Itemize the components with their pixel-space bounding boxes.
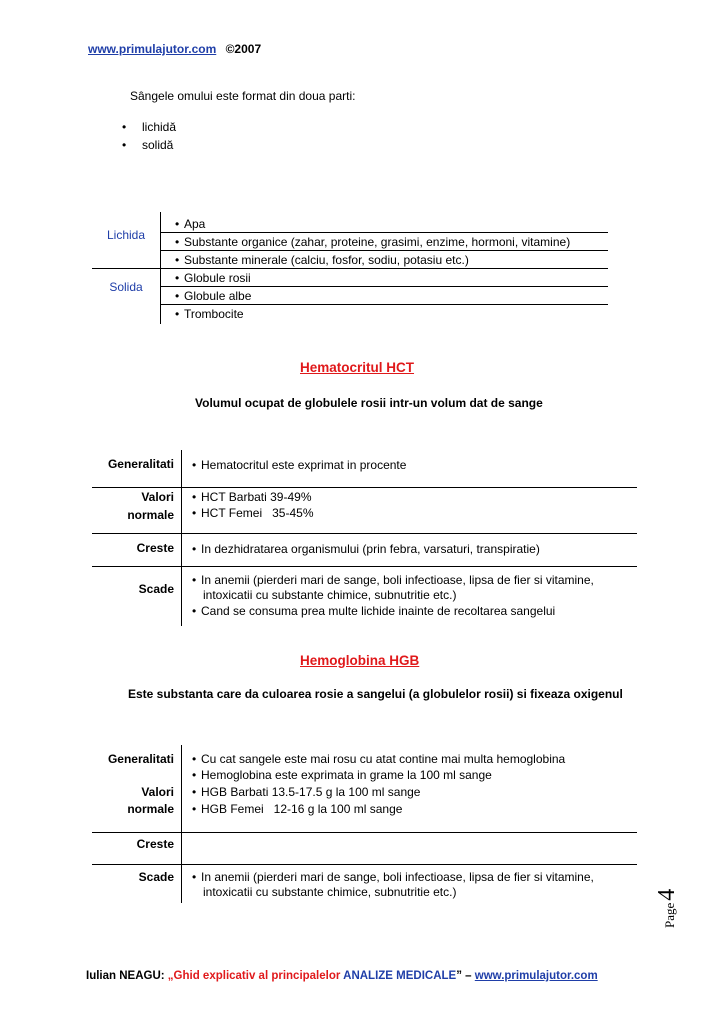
- composition-item: • Globule albe: [175, 289, 251, 304]
- hct-title: Hematocritul HCT: [300, 360, 415, 375]
- composition-item: • Substante organice (zahar, proteine, grasimi, enzime, hormoni, vitamine): [175, 235, 570, 250]
- page-number: [654, 888, 714, 928]
- composition-item: • Apa: [175, 217, 205, 232]
- intro-list-item: • lichidă: [122, 120, 177, 134]
- hgb-valori-label: Valori: [141, 785, 174, 799]
- hct-item: • HCT Barbati 39-49%: [192, 490, 312, 505]
- hct-generalitati-label: Generalitati: [107, 457, 174, 471]
- hct-item: • Hematocritul este exprimat in procente: [192, 458, 406, 473]
- footer-analyses: ANALIZE MEDICALE: [343, 970, 457, 982]
- hct-creste-label: Creste: [136, 541, 174, 555]
- page-header: [88, 42, 261, 57]
- hgb-item: • Hemoglobina este exprimata in grame la 100 ml sange: [192, 768, 492, 783]
- header-site-link[interactable]: www.primulajutor.com: [88, 42, 217, 56]
- hct-subtitle: Volumul ocupat de globulele rosii intr-un volum dat de sange: [195, 396, 543, 410]
- bullet-icon: •: [122, 120, 127, 134]
- solida-label: Solida: [109, 280, 143, 294]
- footer-open-quote: „: [167, 970, 174, 982]
- composition-item: • Substante minerale (calciu, fosfor, sodiu, potasiu etc.): [175, 253, 469, 268]
- page-number-value: 4: [654, 888, 680, 901]
- hct-item-continuation: intoxicatii cu substante chimice, subnutritie etc.): [203, 588, 457, 602]
- footer-close-quote: ” –: [456, 970, 472, 982]
- composition-item: • Globule rosii: [175, 271, 251, 286]
- page-label: Page: [662, 902, 677, 928]
- hct-scade-label: Scade: [138, 582, 174, 596]
- lichida-label: Lichida: [106, 228, 146, 242]
- hgb-item: • In anemii (pierderi mari de sange, boli infectioase, lipsa de fier si vitamine,: [192, 870, 594, 885]
- intro-list-item: • solidă: [122, 138, 174, 152]
- footer-site-link[interactable]: www.primulajutor.com: [474, 970, 598, 982]
- hgb-title: Hemoglobina HGB: [300, 653, 420, 668]
- hgb-item: • Cu cat sangele este mai rosu cu atat contine mai multa hemoglobina: [192, 752, 565, 767]
- header-copyright: ©2007: [225, 42, 262, 56]
- intro-text: Sângele omului este format din doua parti:: [130, 89, 356, 103]
- bullet-icon: •: [122, 138, 127, 152]
- footer-guide-title: Ghid explicativ al principalelor: [173, 970, 341, 982]
- hgb-item: • HGB Barbati 13.5-17.5 g la 100 ml sange: [192, 785, 420, 800]
- hgb-generalitati-label: Generalitati: [107, 752, 174, 766]
- hct-normale-label: normale: [127, 508, 174, 522]
- hct-valori-label: Valori: [141, 490, 174, 504]
- hgb-normale-label: normale: [127, 802, 174, 816]
- hct-item: • In dezhidratarea organismului (prin febra, varsaturi, transpiratie): [192, 542, 540, 557]
- hgb-subtitle: Este substanta care da culoarea rosie a sangelui (a globulelor rosii) si fixeaza oxigenul: [128, 687, 623, 701]
- hct-item: • In anemii (pierderi mari de sange, boli infectioase, lipsa de fier si vitamine,: [192, 573, 594, 588]
- footer-author: Iulian NEAGU:: [86, 970, 165, 982]
- page-footer: [86, 969, 598, 984]
- hct-item: • HCT Femei 35-45%: [192, 506, 313, 521]
- composition-item: • Trombocite: [175, 307, 244, 322]
- hgb-item: • HGB Femei 12-16 g la 100 ml sange: [192, 802, 402, 817]
- hct-item: • Cand se consuma prea multe lichide inainte de recoltarea sangelui: [192, 604, 555, 619]
- hgb-creste-label: Creste: [136, 837, 174, 851]
- hgb-item-continuation: intoxicatii cu substante chimice, subnutritie etc.): [203, 885, 457, 899]
- hgb-scade-label: Scade: [138, 870, 174, 884]
